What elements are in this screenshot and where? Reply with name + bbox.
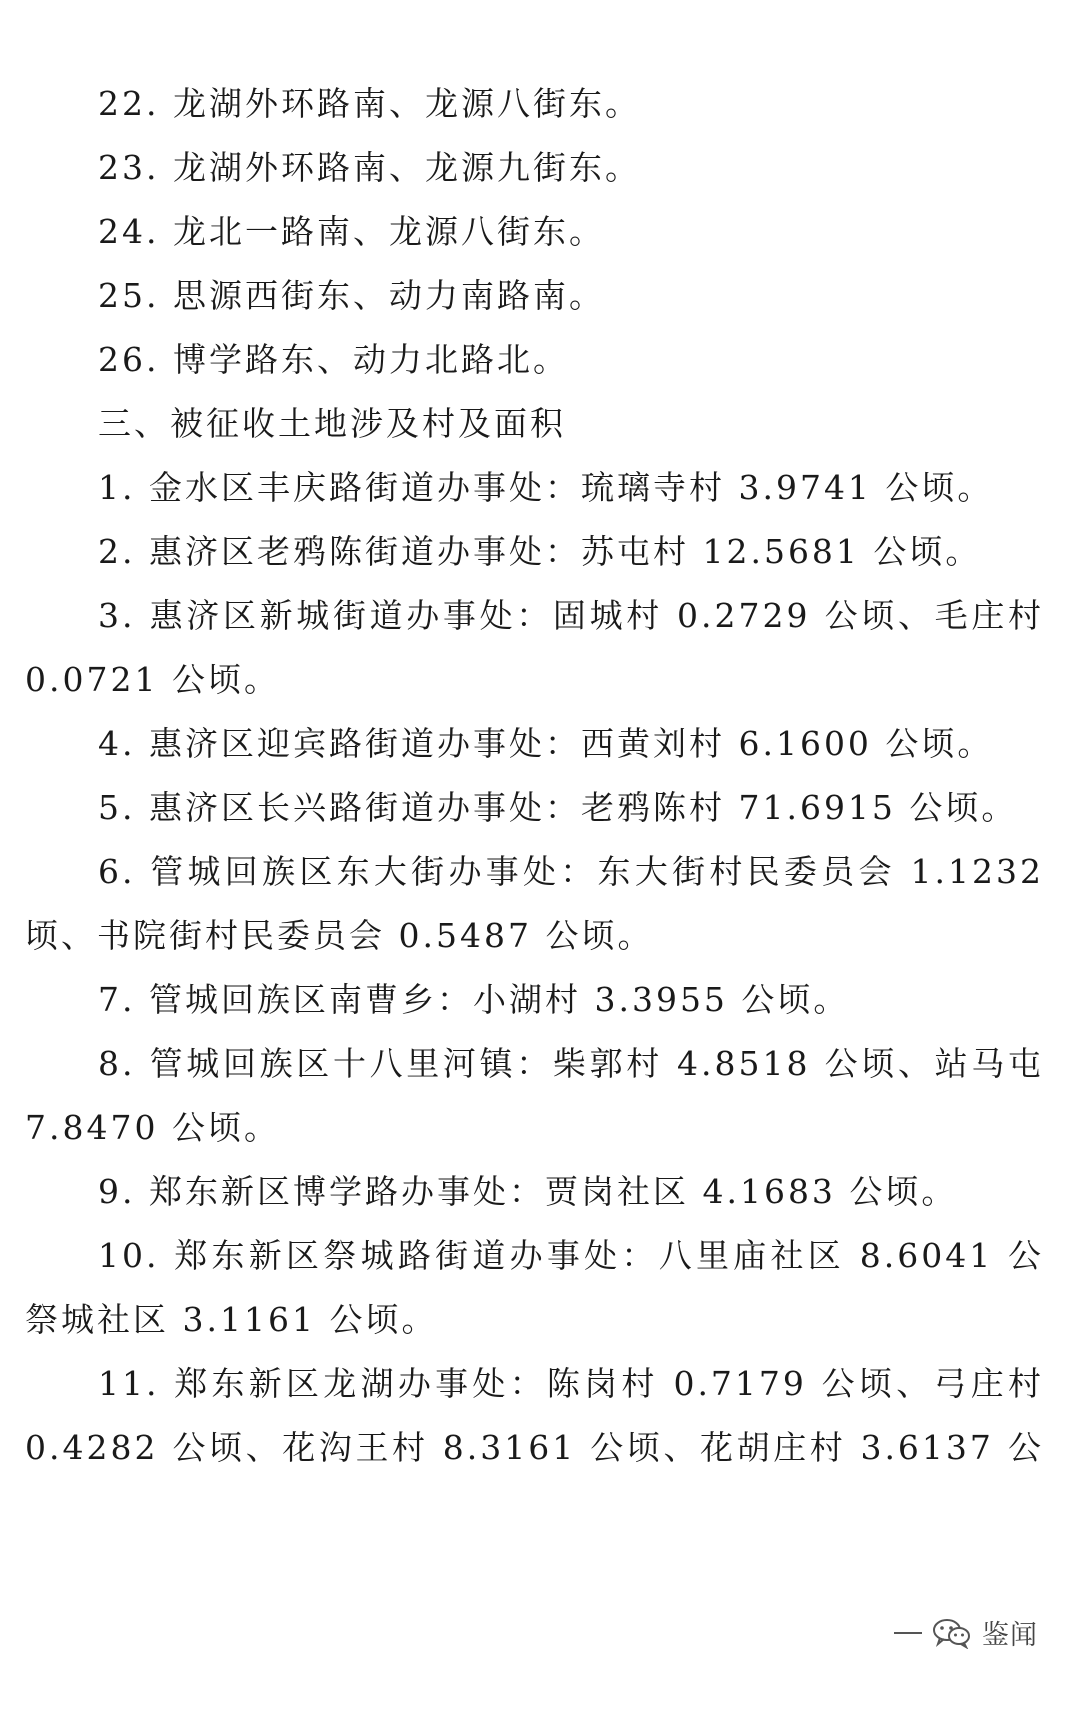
text-line-24: 24. 龙北一路南、龙源八街东。: [98, 212, 605, 251]
text-line-25: 25. 思源西街东、动力南路南。: [98, 276, 605, 315]
text-line-item-6-cont: 顷、书院街村民委员会 0.5487 公顷。: [25, 916, 654, 955]
text-line-item-3: 3. 惠济区新城街道办事处：固城村 0.2729 公顷、毛庄村: [98, 596, 1044, 635]
watermark-dash: [894, 1632, 922, 1634]
text-line-item-2: 2. 惠济区老鸦陈街道办事处：苏屯村 12.5681 公顷。: [98, 532, 982, 571]
text-line-item-4: 4. 惠济区迎宾路街道办事处：西黄刘村 6.1600 公顷。: [98, 724, 994, 763]
text-line-item-11-cont: 0.4282 公顷、花沟王村 8.3161 公顷、花胡庄村 3.6137 公: [25, 1428, 1044, 1467]
text-line-item-5: 5. 惠济区长兴路街道办事处：老鸦陈村 71.6915 公顷。: [98, 788, 1018, 827]
text-line-item-10-cont: 祭城社区 3.1161 公顷。: [25, 1300, 438, 1339]
text-line-item-7: 7. 管城回族区南曹乡：小湖村 3.3955 公顷。: [98, 980, 850, 1019]
section-heading: 三、被征收土地涉及村及面积: [98, 404, 566, 443]
text-line-item-9: 9. 郑东新区博学路办事处：贾岗社区 4.1683 公顷。: [98, 1172, 958, 1211]
text-line-23: 23. 龙湖外环路南、龙源九街东。: [98, 148, 641, 187]
watermark-text: 鉴闻: [982, 1620, 1038, 1651]
text-line-item-6: 6. 管城回族区东大街办事处：东大街村民委员会 1.1232: [98, 852, 1044, 891]
text-line-22: 22. 龙湖外环路南、龙源八街东。: [98, 84, 641, 123]
text-line-item-10: 10. 郑东新区祭城路街道办事处：八里庙社区 8.6041 公: [98, 1236, 1044, 1275]
watermark: [894, 1613, 1038, 1652]
wechat-icon: [932, 1617, 972, 1649]
text-line-26: 26. 博学路东、动力北路北。: [98, 340, 569, 379]
text-line-item-8-cont: 7.8470 公顷。: [25, 1108, 280, 1147]
text-line-item-11: 11. 郑东新区龙湖办事处：陈岗村 0.7179 公顷、弓庄村: [98, 1364, 1044, 1403]
text-line-item-1: 1. 金水区丰庆路街道办事处：琉璃寺村 3.9741 公顷。: [98, 468, 994, 507]
text-line-item-8: 8. 管城回族区十八里河镇：柴郭村 4.8518 公顷、站马屯: [98, 1044, 1044, 1083]
text-line-item-3-cont: 0.0721 公顷。: [25, 660, 280, 699]
